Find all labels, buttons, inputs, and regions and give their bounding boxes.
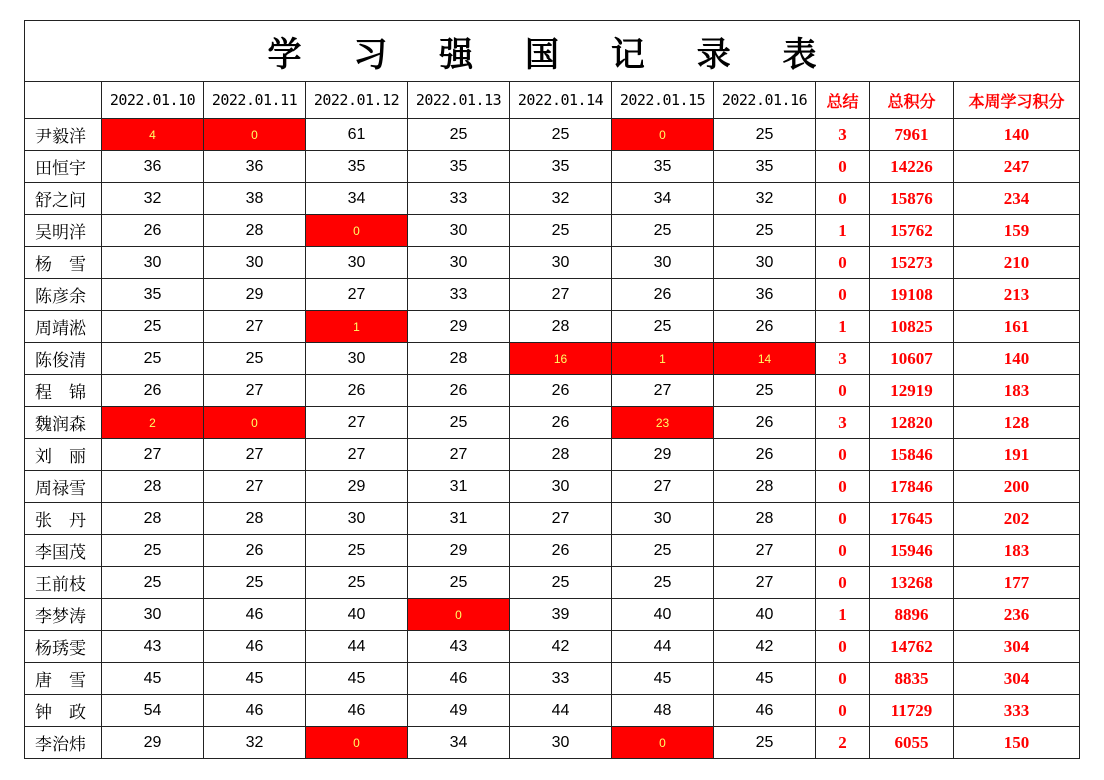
total-points-cell: 14226 (870, 151, 954, 183)
header-date: 2022.01.10 (102, 82, 204, 119)
table-row (25, 151, 1080, 183)
score-cell: 25 (408, 119, 510, 151)
score-cell: 45 (204, 663, 306, 695)
score-cell: 34 (612, 183, 714, 215)
table-row (25, 247, 1080, 279)
score-cell: 35 (306, 151, 408, 183)
score-cell: 30 (714, 247, 816, 279)
total-points-cell: 15762 (870, 215, 954, 247)
table-title: 学 习 强 国 记 录 表 (25, 21, 1080, 82)
score-cell-low: 0 (204, 119, 306, 151)
score-cell: 29 (204, 279, 306, 311)
score-cell-low: 14 (714, 343, 816, 375)
total-points-cell: 11729 (870, 695, 954, 727)
score-cell: 32 (510, 183, 612, 215)
score-cell: 26 (306, 375, 408, 407)
table-row (25, 567, 1080, 599)
score-cell: 28 (510, 311, 612, 343)
score-cell: 49 (408, 695, 510, 727)
summary-cell: 1 (816, 215, 870, 247)
name-cell: 尹毅洋 (25, 119, 102, 151)
score-cell: 30 (408, 247, 510, 279)
score-cell: 30 (102, 247, 204, 279)
score-cell: 46 (204, 695, 306, 727)
score-cell: 42 (510, 631, 612, 663)
score-cell: 31 (408, 471, 510, 503)
score-cell: 27 (102, 439, 204, 471)
score-cell: 30 (510, 727, 612, 759)
score-cell: 32 (204, 727, 306, 759)
name-cell: 吴明洋 (25, 215, 102, 247)
score-cell: 45 (306, 663, 408, 695)
header-week-points: 本周学习积分 (954, 82, 1080, 119)
table-row (25, 471, 1080, 503)
score-cell: 25 (612, 311, 714, 343)
week-points-cell: 202 (954, 503, 1080, 535)
table-row (25, 503, 1080, 535)
score-cell: 40 (714, 599, 816, 631)
table-row (25, 407, 1080, 439)
week-points-cell: 200 (954, 471, 1080, 503)
score-cell: 29 (612, 439, 714, 471)
name-cell: 钟 政 (25, 695, 102, 727)
score-cell: 25 (510, 567, 612, 599)
score-cell: 45 (102, 663, 204, 695)
score-cell: 30 (102, 599, 204, 631)
score-cell: 31 (408, 503, 510, 535)
score-cell: 26 (102, 375, 204, 407)
score-cell: 26 (714, 311, 816, 343)
score-cell: 36 (204, 151, 306, 183)
score-cell: 35 (510, 151, 612, 183)
score-cell: 32 (714, 183, 816, 215)
score-cell-low: 1 (306, 311, 408, 343)
score-cell: 45 (714, 663, 816, 695)
score-cell: 26 (408, 375, 510, 407)
score-cell-low: 0 (612, 119, 714, 151)
summary-cell: 3 (816, 407, 870, 439)
score-cell: 61 (306, 119, 408, 151)
score-cell: 35 (612, 151, 714, 183)
score-cell: 27 (204, 439, 306, 471)
score-cell: 28 (204, 215, 306, 247)
score-cell: 29 (408, 311, 510, 343)
table-row (25, 311, 1080, 343)
header-row (25, 82, 1080, 119)
score-cell: 25 (714, 119, 816, 151)
score-cell: 33 (408, 183, 510, 215)
score-cell: 26 (102, 215, 204, 247)
summary-cell: 0 (816, 471, 870, 503)
header-date: 2022.01.12 (306, 82, 408, 119)
score-cell: 25 (510, 119, 612, 151)
total-points-cell: 17645 (870, 503, 954, 535)
name-cell: 程 锦 (25, 375, 102, 407)
score-cell: 25 (408, 567, 510, 599)
record-sheet (24, 20, 1079, 759)
score-cell: 25 (102, 535, 204, 567)
total-points-cell: 13268 (870, 567, 954, 599)
score-cell-low: 0 (204, 407, 306, 439)
score-cell: 28 (714, 471, 816, 503)
score-cell: 30 (204, 247, 306, 279)
week-points-cell: 236 (954, 599, 1080, 631)
table-row (25, 343, 1080, 375)
summary-cell: 3 (816, 119, 870, 151)
name-cell: 田恒宇 (25, 151, 102, 183)
week-points-cell: 140 (954, 343, 1080, 375)
score-cell: 46 (306, 695, 408, 727)
table-row (25, 119, 1080, 151)
score-cell: 46 (204, 631, 306, 663)
name-cell: 舒之问 (25, 183, 102, 215)
name-cell: 唐 雪 (25, 663, 102, 695)
score-cell-low: 0 (306, 727, 408, 759)
name-cell: 周禄雪 (25, 471, 102, 503)
score-cell: 30 (306, 503, 408, 535)
score-cell: 32 (102, 183, 204, 215)
score-cell: 26 (612, 279, 714, 311)
score-cell-low: 0 (612, 727, 714, 759)
score-cell: 27 (612, 375, 714, 407)
week-points-cell: 183 (954, 535, 1080, 567)
score-cell: 26 (510, 375, 612, 407)
total-points-cell: 8896 (870, 599, 954, 631)
score-cell: 36 (714, 279, 816, 311)
score-cell: 45 (612, 663, 714, 695)
week-points-cell: 183 (954, 375, 1080, 407)
week-points-cell: 150 (954, 727, 1080, 759)
name-cell: 陈彦余 (25, 279, 102, 311)
score-cell: 27 (408, 439, 510, 471)
score-cell: 27 (510, 279, 612, 311)
score-cell-low: 0 (408, 599, 510, 631)
week-points-cell: 191 (954, 439, 1080, 471)
table-row (25, 631, 1080, 663)
score-cell: 28 (102, 471, 204, 503)
score-cell-low: 0 (306, 215, 408, 247)
score-cell: 33 (408, 279, 510, 311)
score-cell: 25 (510, 215, 612, 247)
total-points-cell: 12919 (870, 375, 954, 407)
score-cell: 29 (408, 535, 510, 567)
score-cell: 25 (306, 567, 408, 599)
summary-cell: 0 (816, 567, 870, 599)
score-cell: 54 (102, 695, 204, 727)
summary-cell: 0 (816, 695, 870, 727)
score-cell: 35 (714, 151, 816, 183)
total-points-cell: 8835 (870, 663, 954, 695)
total-points-cell: 17846 (870, 471, 954, 503)
score-cell: 25 (204, 567, 306, 599)
score-cell: 46 (714, 695, 816, 727)
score-cell: 25 (102, 343, 204, 375)
score-cell: 25 (306, 535, 408, 567)
name-cell: 李梦涛 (25, 599, 102, 631)
score-cell: 25 (612, 535, 714, 567)
score-cell-low: 16 (510, 343, 612, 375)
table-row (25, 695, 1080, 727)
score-cell: 48 (612, 695, 714, 727)
score-cell: 28 (510, 439, 612, 471)
score-cell-low: 4 (102, 119, 204, 151)
score-cell: 44 (612, 631, 714, 663)
summary-cell: 0 (816, 631, 870, 663)
name-cell: 刘 丽 (25, 439, 102, 471)
table-row (25, 663, 1080, 695)
score-cell: 27 (714, 567, 816, 599)
score-cell: 26 (204, 535, 306, 567)
total-points-cell: 12820 (870, 407, 954, 439)
header-date: 2022.01.16 (714, 82, 816, 119)
table-row (25, 215, 1080, 247)
score-cell: 46 (204, 599, 306, 631)
score-cell: 30 (408, 215, 510, 247)
score-cell: 30 (510, 247, 612, 279)
summary-cell: 0 (816, 375, 870, 407)
score-cell: 27 (204, 375, 306, 407)
summary-cell: 2 (816, 727, 870, 759)
score-cell-low: 2 (102, 407, 204, 439)
summary-cell: 1 (816, 311, 870, 343)
name-cell: 李治炜 (25, 727, 102, 759)
record-table (24, 20, 1080, 759)
summary-cell: 0 (816, 439, 870, 471)
name-cell: 张 丹 (25, 503, 102, 535)
name-cell: 魏润森 (25, 407, 102, 439)
score-cell: 25 (408, 407, 510, 439)
week-points-cell: 128 (954, 407, 1080, 439)
score-cell: 30 (306, 247, 408, 279)
name-cell: 杨 雪 (25, 247, 102, 279)
name-cell: 王前枝 (25, 567, 102, 599)
score-cell: 46 (408, 663, 510, 695)
summary-cell: 3 (816, 343, 870, 375)
score-cell-low: 23 (612, 407, 714, 439)
score-cell-low: 1 (612, 343, 714, 375)
score-cell: 30 (306, 343, 408, 375)
score-cell: 27 (612, 471, 714, 503)
total-points-cell: 10825 (870, 311, 954, 343)
score-cell: 25 (714, 375, 816, 407)
name-cell: 李国茂 (25, 535, 102, 567)
name-cell: 杨琇雯 (25, 631, 102, 663)
score-cell: 26 (714, 439, 816, 471)
summary-cell: 0 (816, 663, 870, 695)
name-cell: 陈俊清 (25, 343, 102, 375)
score-cell: 26 (510, 535, 612, 567)
score-cell: 35 (408, 151, 510, 183)
summary-cell: 0 (816, 183, 870, 215)
week-points-cell: 161 (954, 311, 1080, 343)
header-date: 2022.01.11 (204, 82, 306, 119)
total-points-cell: 10607 (870, 343, 954, 375)
score-cell: 30 (612, 247, 714, 279)
score-cell: 30 (510, 471, 612, 503)
score-cell: 27 (510, 503, 612, 535)
week-points-cell: 234 (954, 183, 1080, 215)
week-points-cell: 210 (954, 247, 1080, 279)
score-cell: 28 (102, 503, 204, 535)
score-cell: 25 (612, 567, 714, 599)
total-points-cell: 7961 (870, 119, 954, 151)
table-row (25, 599, 1080, 631)
table-row (25, 535, 1080, 567)
score-cell: 43 (102, 631, 204, 663)
total-points-cell: 15273 (870, 247, 954, 279)
score-cell: 36 (102, 151, 204, 183)
summary-cell: 0 (816, 503, 870, 535)
score-cell: 27 (204, 471, 306, 503)
score-cell: 27 (306, 279, 408, 311)
score-cell: 43 (408, 631, 510, 663)
header-name-blank (25, 82, 102, 119)
score-cell: 38 (204, 183, 306, 215)
score-cell: 39 (510, 599, 612, 631)
score-cell: 33 (510, 663, 612, 695)
score-cell: 30 (612, 503, 714, 535)
header-date: 2022.01.15 (612, 82, 714, 119)
table-row (25, 183, 1080, 215)
score-cell: 27 (306, 439, 408, 471)
score-cell: 44 (306, 631, 408, 663)
summary-cell: 1 (816, 599, 870, 631)
score-cell: 28 (408, 343, 510, 375)
score-cell: 34 (408, 727, 510, 759)
week-points-cell: 213 (954, 279, 1080, 311)
score-cell: 27 (714, 535, 816, 567)
summary-cell: 0 (816, 247, 870, 279)
week-points-cell: 159 (954, 215, 1080, 247)
score-cell: 25 (612, 215, 714, 247)
summary-cell: 0 (816, 279, 870, 311)
score-cell: 29 (102, 727, 204, 759)
name-cell: 周靖淞 (25, 311, 102, 343)
header-total-points: 总积分 (870, 82, 954, 119)
total-points-cell: 19108 (870, 279, 954, 311)
score-cell: 40 (306, 599, 408, 631)
score-cell: 25 (204, 343, 306, 375)
score-cell: 35 (102, 279, 204, 311)
table-row (25, 439, 1080, 471)
total-points-cell: 6055 (870, 727, 954, 759)
score-cell: 26 (714, 407, 816, 439)
week-points-cell: 304 (954, 631, 1080, 663)
score-cell: 27 (306, 407, 408, 439)
score-cell: 28 (714, 503, 816, 535)
table-row (25, 375, 1080, 407)
total-points-cell: 15876 (870, 183, 954, 215)
header-summary: 总结 (816, 82, 870, 119)
score-cell: 28 (204, 503, 306, 535)
score-cell: 26 (510, 407, 612, 439)
total-points-cell: 14762 (870, 631, 954, 663)
total-points-cell: 15946 (870, 535, 954, 567)
score-cell: 27 (204, 311, 306, 343)
week-points-cell: 333 (954, 695, 1080, 727)
week-points-cell: 247 (954, 151, 1080, 183)
score-cell: 29 (306, 471, 408, 503)
summary-cell: 0 (816, 151, 870, 183)
header-date: 2022.01.13 (408, 82, 510, 119)
header-date: 2022.01.14 (510, 82, 612, 119)
score-cell: 42 (714, 631, 816, 663)
week-points-cell: 304 (954, 663, 1080, 695)
score-cell: 25 (102, 567, 204, 599)
table-row (25, 727, 1080, 759)
score-cell: 40 (612, 599, 714, 631)
summary-cell: 0 (816, 535, 870, 567)
score-cell: 44 (510, 695, 612, 727)
table-row (25, 279, 1080, 311)
score-cell: 25 (714, 727, 816, 759)
week-points-cell: 140 (954, 119, 1080, 151)
score-cell: 25 (714, 215, 816, 247)
total-points-cell: 15846 (870, 439, 954, 471)
score-cell: 25 (102, 311, 204, 343)
week-points-cell: 177 (954, 567, 1080, 599)
score-cell: 34 (306, 183, 408, 215)
